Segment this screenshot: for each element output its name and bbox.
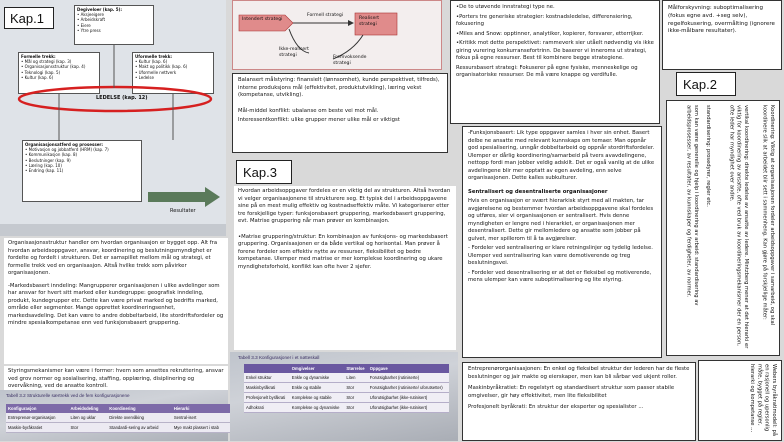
atferd-item: • Beslutninger (kap. 9) (25, 157, 71, 163)
table-cell: Maskinbyråkrati (244, 383, 290, 393)
table-cell: Stor (344, 403, 367, 413)
note-line: Webers byråkratimodell: på en rasjonell og upersonlig måte, bygget på regler, hierarki og kompetanse ... (749, 364, 777, 436)
table-cell: Forutsigbarhet (rutiniserte) (368, 373, 449, 383)
degiveloer-item: • Eiere (77, 22, 91, 28)
note-line: •Matrise gruppering/struktur: En kombinasjon av funksjons- og markedsbasert gruppering. Organisasjonen er da både vertikal og horisontal. Man prøver å forene fordeler som effektiv nytte av ressurser, fleksibilitet og bedre kompetanse. Ulemper med matrise er mer komplekse koordinering og ukare myndighetsforhold, konflikt kan ofte hver 2 sjefer. (238, 233, 448, 270)
table-cell: Uforutsigbarhet (ikke-rutinisert) (368, 403, 449, 413)
uformelle-trekk-title: Uformelle trekk: (135, 54, 172, 59)
table-row (244, 383, 449, 393)
note-line: -Funksjonsbasert: Lik type oppgaver samles i hver sin enhet. Basert delbe ne ansatte med relevant kunnskaps om temaer. Man oppnår god spesialisering, unngår dobbeltarbeid og oppnår stordriftsfordeler. Ulemper er dårlig koordinering/samarbeid på tvers avavdelingene, nettopp fordi man jobber veldig adskilt. Det er også vanlig at de ulike avdelingene blir mer opptatt av egen avdeling, enn selve organisasjonen. Dette kalles subkulturer. (468, 130, 655, 182)
balansert-maalstyring-note (232, 73, 448, 153)
note-line: Profesjonelt byråkrati: En struktur der eksperter og spesialister ... (468, 404, 644, 411)
note-line: Målforskyvning: suboptimalisering (fokus egne avd. +seg selv), regelfokusering, overmålting (ignorere ikke-målbare resultater). (668, 5, 775, 35)
table-cell: Uforutsigbarhet (ikke-rutinisert) (368, 393, 449, 403)
table-cell: Liten (344, 373, 367, 383)
table-cell: Adhokrati (244, 403, 290, 413)
resultater-label: Resultater (170, 208, 196, 214)
maalforskyvning-note (662, 0, 782, 70)
table-header: Omgivelser (290, 364, 345, 373)
table-header: Arbeidsdeling (69, 404, 108, 413)
uformelle-item: • Kultur (kap. 6) (135, 59, 168, 65)
intendert-label: Intendert strategi (242, 17, 283, 22)
note-line: Balansert målstyring: finansielt (lønnsomhet), kunde perspektivet, tilfreds), interne produksjons mål (effektivitet, produktutvikling), læring vekst (kompetanse, utvikling). (238, 77, 440, 99)
table-cell: Liten og uklar (69, 413, 108, 423)
table-header: Koordinering (107, 404, 172, 413)
table-cell: Entreprenør-organisasjon (6, 413, 69, 423)
note-line: Ressursbasert strategi: Fokuserer på egne fysiske, menneskelige og organisatoriske ressurser. De må være knappe og verdifulle. (456, 64, 638, 79)
table-cell: Profesjonelt byråkrati (244, 393, 290, 403)
konfigurasjon-table-photo (0, 390, 228, 441)
note-line: som kan være generelle og hjelp i koordinering av arbeid: standardisering av arbeidsprosesser, av resultater, av kunnskaper og ferdigheter, av normer. (685, 105, 699, 306)
note-line: Sentralisert og desentraliserte organisasjoner (468, 188, 608, 195)
funksjonsbasert-note (462, 126, 662, 358)
note-line: -Markedsbasert inndeling: Mangrupperer organisasjonen i ulike avdelinger som har ansvar for hvert sitt marked eller kundegruppe: geografisk inndeling, produkt, kundegrupper etc. Dette kan være privat marked og bedrifts marked, område eller segmenter. Mange opprettet koordineringsenhet, markedsavdeling. Det kan være to andre dobbeltarbeid, lite stordriftsfordeler og mindre spesialkompetanse enn ved funksjonsbasert gruppering. (8, 282, 224, 327)
table-header: Hierarki (172, 404, 232, 413)
organisation-model-diagram (0, 0, 226, 236)
note-line: Mål-middel konflikt: ubalanse om beste vei mot mål. (238, 107, 379, 114)
note-line: Maskinbyråkratiet: En regelstyrt og standardisert struktur som passer stabile omgivelser, gir høy effektivitet, men lite fleksibilitet (468, 385, 675, 399)
note-line: •De to utøvende innstrategi type ne. (456, 4, 555, 10)
kap1-label: Kap.1 (4, 7, 54, 29)
table-header: Konfigurasjon (6, 404, 69, 413)
formelle-item: • Mål og strategi (kap. 3) (21, 59, 72, 65)
realisert-label: Realisert strategi (359, 16, 380, 27)
table-cell: Stor (344, 393, 367, 403)
kap3-label: Kap.3 (236, 160, 292, 184)
formelle-item: • Kultur (kap. 6) (21, 74, 54, 80)
koordinering-note-vertical (666, 100, 780, 356)
table-cell: Direkte overvåking (107, 413, 172, 423)
weber-note-vertical (698, 360, 782, 441)
ikke-realisert-label: Ikke-realisert strategi (279, 47, 309, 58)
atferd-item: • Motivasjon og jobbatferd (HRM) (kap. 7) (25, 147, 109, 153)
fremvoksende-label: Fremvoksende strategi (333, 55, 367, 66)
table-caption: Tabell 3.2 Strukturelle særtrekk ved de fem konfigurasjonene (6, 393, 130, 398)
table-row (244, 393, 449, 403)
diagram-bottom-bar (0, 224, 226, 236)
degiveloer-title: Degiveloer (kap. 5): (77, 7, 122, 12)
table-row (244, 403, 449, 413)
konfigurasjoner-note (462, 362, 696, 441)
note-line: Koordinering: Viktig at organisasjonen fordeler arbeidsoppgaver i samarbeid, og skal koordinere slik at arbeidet blir sett i sammenheng. Kan gjøre på forskjellige måter: (761, 105, 775, 326)
table-header (244, 364, 290, 373)
note-line: standardisering: prosedyrer, regler etc. (705, 105, 711, 207)
note-line: Interessentkonflikt: ulike grupper mener ulike mål er viktigst (238, 117, 400, 124)
formelle-trekk-title: Formelle trekk: (21, 54, 56, 59)
atferd-item: • Læring (kap. 10) (25, 162, 62, 168)
table-cell: Stor (69, 423, 108, 433)
note-line: Entreprenørorganisasjonen: En enkel og fleksibel struktur der lederen har de fleste beslutninger og jair makte og eierskaper, men kan bli sårbar ved ukjent roller. (468, 366, 690, 380)
formell-arrowhead (348, 20, 354, 26)
organisasjonsatferd-box (22, 140, 142, 202)
table-cell: Maskin-byråkratiet (6, 423, 69, 433)
note-line: - Fordeler ved sentralisering er klare retningslinjer og tydelig ledelse. Ulemper ved sentralisering kan være demotiverende og treg beslutningsvei. (468, 245, 653, 267)
table-cell: Mye makt plassert i stab (172, 423, 232, 433)
formelle-item: • Organisasjonsstruktur (kap. 4) (21, 64, 86, 70)
note-line: - Fordeler ved desentralisering er at det er fleksibel og motiverende, mens ulemper kan være suboptimalisering og lite styring. (468, 269, 652, 284)
uformelle-item: • Uformelle nettverk (135, 69, 177, 75)
table-cell: Stor (344, 383, 367, 393)
strategy-diagram (232, 0, 442, 70)
note-line: •Porters tre generiske strategier: kostnadsledelse, differensiering, fokusering (456, 13, 633, 28)
strategi-note (450, 0, 660, 124)
konfigurasjon-noetteskall-photo (230, 352, 458, 441)
note-line: Styringsmekanismer kan være i former: hvem som ansettes rekruttering, ansvar ved grov normer og sosialisering, staffing, opplæring, disiplinering og overvåkning, ved de ansatte kontroll. (8, 368, 224, 390)
note-line: Hvis en organisasjon er svært hierarkisk styrt med all makten, tar avgjørelsene og bestemmer hvordan arbeidsoppgavene skal fordeles og utføres, sier vi organisasjonen er sentralisert. Hvis denne myndigheten er lengre ned i hierarkiet, er organisasjonen mer desentralisert. Dette gir mellomledere og ansatte som jobber på gulvet, mer spillerom til å ta avgjørelser. (468, 198, 654, 242)
table-header: Størrelse (344, 364, 367, 373)
arbeidsoppgaver-note (234, 186, 456, 350)
table-cell: Forutsigbarhet (rutiniserte/ uforutsetter) (368, 383, 449, 393)
degiveloer-item: • Arbeidskraft (77, 17, 106, 23)
uformelle-item: • Makt og politikk (kap. 6) (135, 64, 188, 70)
table-header: Oppgave (368, 364, 449, 373)
table-cell: Enkle og dynamiske (290, 373, 345, 383)
note-line: vertikal koordinering: direkte ledelse av ansatte av ledere. Mintzberg mener at det hierarki er viktig for koordinering av ansatte, ofte ved bruk av koordineringsmekanismer der en person, ofte leder har myndighet over andre. (728, 105, 749, 349)
table-cell: Sentral-isert (172, 413, 232, 423)
organisasjonsatferd-title: Organisasjonsatferd og prosesser: (25, 142, 103, 147)
degiveloer-item: • Ytre press (77, 27, 101, 33)
formell-label: Formell strategi (307, 13, 344, 18)
atferd-item: • Endring (kap. 11) (25, 167, 64, 173)
noetteskall-table (244, 364, 449, 413)
table-cell: Enkel struktur (244, 373, 290, 383)
atferd-item: • Kommunikasjon (kap. 8) (25, 152, 78, 158)
uformelle-item: • Ledelse (135, 74, 154, 80)
table-cell: Komplekse og dynamiske (290, 403, 345, 413)
resultater-arrow (148, 187, 220, 207)
note-line: •Miles and Snow: opptinner, analytiker, kopierer, forsvarer, etterrijker. (456, 30, 644, 37)
kap2-label: Kap.2 (676, 72, 736, 96)
organisasjonsstruktur-note (4, 238, 228, 364)
table-cell: Enkle og stabile (290, 383, 345, 393)
table-cell: Komplekse og stabile (290, 393, 345, 403)
note-line: Hvordan arbeidsoppgaver fordeles er en viktig del av strukturen. Altså hvordan vi velger organisasjonene til strukturere seg. Et typisk del i arbeidsoppgavene sine på en mest mulig effektiv og kostnadseffektiv måte. Vi kategoriserer etter tre forskjellige typer: funksjonsbasert gruppering, markedsbasert gruppering, evt. Matrise gruppering når man prøver en kombinasjon. (238, 188, 451, 225)
table-header-row (244, 364, 449, 373)
table-row (244, 373, 449, 383)
formelle-item: • Teknologi (kap. 5) (21, 69, 61, 75)
ledelse-label: LEDELSE (kap. 12) (96, 95, 148, 101)
note-line: •Kritikk mot dette perspektivet: rammeverk sier utåelt nødvendig vis ikke giring vurering konkurransefortrinn. De baserer vi inneroms ut strategi, fokus på egne ressurser. Best til kombinere begge strategiene. (456, 40, 654, 62)
note-line: Organisasjonsstruktur handler om hvordan organisasjon er bygget opp. Alt fra hvordan arbeidsoppgaver, ansvar, koordinering og beslutningsmyndighet er fordelte og fordelt i strukturen. Det er samspillet mellom mål og strategi, et formelle trekk ved en organisasjon. Altså hvilke trekk som påvirker organisasjonen. (8, 240, 218, 277)
table-cell: Standardi-sering av arbeid (107, 423, 172, 433)
table-caption: Tabell 3.3 Konfigurasjoner i et nøtteskall (238, 355, 320, 360)
degiveloer-item: • Aksjeeigere (77, 12, 104, 18)
